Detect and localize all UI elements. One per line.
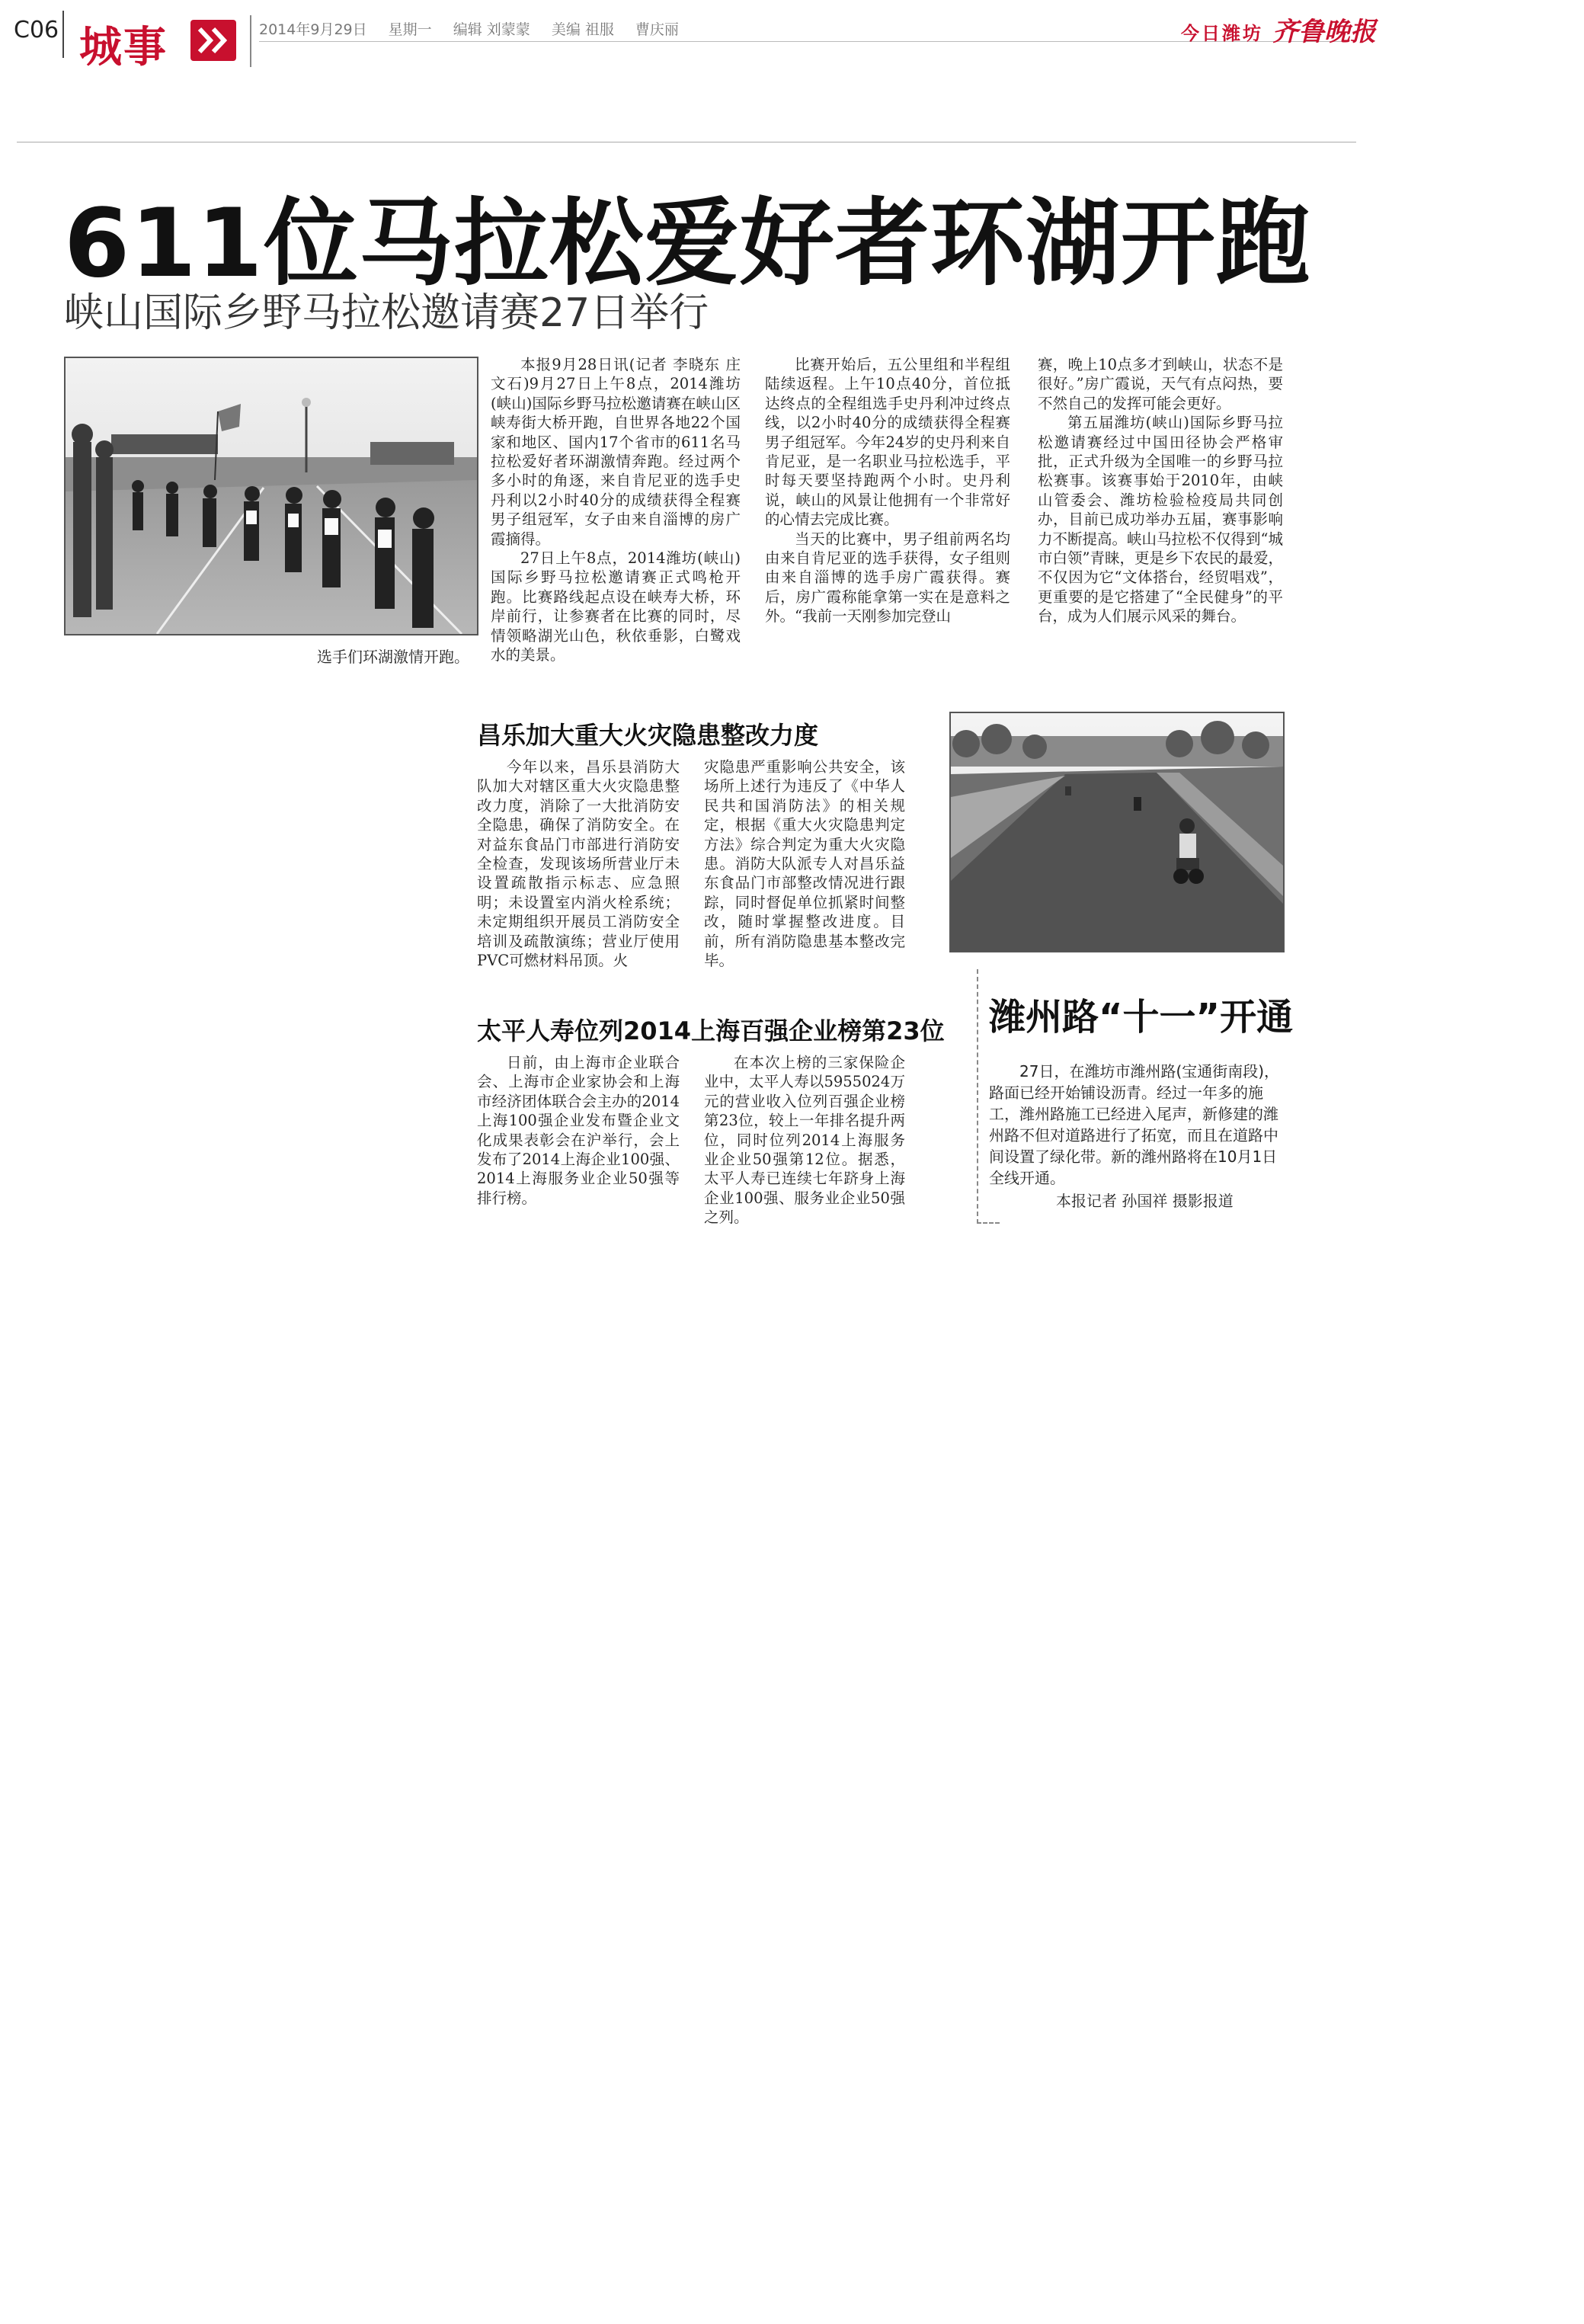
main-subheadline: 峡山国际乡野马拉松邀请赛27日举行 (64, 290, 709, 336)
designer-credit: 美编 祖服 (551, 21, 614, 38)
marathon-photo (64, 357, 478, 635)
paragraph: 比赛开始后，五公里组和半程组陆续返程。上午10点40分，首位抵达终点的全程组选手史丹利冲过终点线，以2小时40分的成绩获得全程赛男子组冠军。今年24岁的史丹利来自肯尼亚，是一名职业马拉松选手，平时每天要坚持跑两个小时。史丹利说，峡山的风景让他拥有一个非常好的心情去完成比赛。 (765, 356, 1010, 529)
road-photo (949, 712, 1285, 952)
paragraph: 本报9月28日讯(记者 李晓东 庄文石)9月27日上午8点，2014潍坊(峡山)国际乡野马拉松邀请赛在峡山区峡寿街大桥开跑，自世界各地22个国家和地区、国内17个省市的611名马拉松爱好者环湖激情奔跑。经过两个多小时的角逐，来自肯尼亚的选手史丹利以2小时40分的成绩获得全程赛男子组冠军，女子由来自淄博的房广霞摘得。 (491, 356, 741, 548)
paragraph: 日前，由上海市企业联合会、上海市企业家协会和上海市经济团体联合会主办的2014上海100强企业发布暨企业文化成果表彰会在沪举行，会上发布了2014上海企业100强、2014上海服务业企业50强等排行榜。 (477, 1054, 680, 1207)
marathon-photo-caption: 选手们环湖激情开跑。 (317, 648, 469, 666)
chevron-right-icon (190, 20, 236, 61)
main-article-column-1 (491, 355, 741, 665)
fire-article-column-2 (704, 757, 905, 970)
road-article-body (989, 1061, 1283, 1189)
road-byline: 本报记者 孙国祥 摄影报道 (1056, 1192, 1234, 1210)
issue-weekday: 星期一 (388, 21, 432, 38)
paragraph: 今年以来，昌乐县消防大队加大对辖区重大火灾隐患整改力度，消除了一大批消防安全隐患，确保了消防安全。在对益东食品门市部进行消防安全检查，发现该场所营业厅未设置疏散指示标志、应急照明；未设置室内消火栓系统；未定期组织开展员工消防安全培训及疏散演练；营业厅使用PVC可燃材料吊顶。火 (477, 758, 680, 970)
fire-headline: 昌乐加大重大火灾隐患整改力度 (477, 721, 819, 750)
paragraph: 27日上午8点，2014潍坊(峡山)国际乡野马拉松邀请赛正式鸣枪开跑。比赛路线起点设在峡寿大桥，环岸前行，让参赛者在比赛的同时，尽情领略湖光山色，秋依垂影，白鹭戏水的美景。 (491, 549, 741, 664)
paragraph: 灾隐患严重影响公共安全，该场所上述行为违反了《中华人民共和国消防法》的相关规定，根据《重大火灾隐患判定方法》综合判定为重大火灾隐患。消防大队派专人对昌乐益东食品门市部整改情况进行跟踪，同时督促单位抓紧时间整改，随时掌握整改进度。目前，所有消防隐患基本整改完毕。 (704, 758, 905, 970)
section-title: 城事 (79, 23, 168, 72)
proofreader-credit: 曹庆丽 (635, 21, 679, 38)
issue-meta (259, 18, 696, 39)
paragraph: 当天的比赛中，男子组前两名均由来自肯尼亚的选手获得，女子组则由来自淄博的选手房广霞获得。赛后，房广霞称能拿第一实在是意料之外。“我前一天刚参加完登山 (765, 530, 1010, 626)
paragraph: 27日，在潍坊市潍州路(宝通街南段)，路面已经开始铺设沥青。经过一年多的施工，潍州路施工已经进入尾声，新修建的潍州路不但对道路进行了拓宽，而且在道路中间设置了绿化带。新的潍州路将在10月1日全线开通。 (989, 1062, 1280, 1187)
main-article-column-2 (765, 355, 1010, 626)
issue-date: 2014年9月29日 (259, 21, 367, 38)
insurance-article-column-1 (477, 1053, 680, 1208)
fire-article-column-1 (477, 757, 680, 970)
road-box-border (977, 969, 978, 1224)
editor-credit: 编辑 刘蒙蒙 (453, 21, 530, 38)
main-headline: 611位马拉松爱好者环湖开跑 (64, 189, 1311, 299)
page-number: C06 (14, 17, 59, 43)
insurance-headline: 太平人寿位列2014上海百强企业榜第23位 (477, 1016, 945, 1045)
header-divider (250, 15, 251, 67)
paragraph: 赛，晚上10点多才到峡山，状态不是很好。”房广霞说，天气有点闷热，要不然自己的发挥可能会更好。 (1038, 356, 1283, 412)
newspaper-logo: 齐鲁晚报 (1272, 17, 1376, 47)
paragraph: 第五届潍坊(峡山)国际乡野马拉松邀请赛经过中国田径协会严格审批，正式升级为全国唯一的乡野马拉松赛事。该赛事始于2010年，由峡山管委会、潍坊检验检疫局共同创办，目前已成功举办五届，赛事影响力不断提高。峡山马拉松不仅得到“城市白领”青睐，更是乡下农民的最爱，不仅因为它“文体搭台，经贸唱戏”，更重要的是它搭建了“全民健身”的平台，成为人们展示风采的舞台。 (1038, 414, 1283, 626)
paragraph: 在本次上榜的三家保险企业中，太平人寿以5955024万元的营业收入位列百强企业榜第23位，较上一年排名提升两位，同时位列2014上海服务业企业50强第12位。据悉，太平人寿已连续七年跻身上海企业100强、服务业企业50强之列。 (704, 1054, 905, 1227)
road-headline: 潍州路“十一”开通 (989, 996, 1294, 1039)
header-divider (62, 11, 64, 58)
insurance-article-column-2 (704, 1053, 905, 1228)
main-article-column-3 (1038, 355, 1283, 626)
edition-label: 今日潍坊 (1181, 23, 1263, 44)
road-box-border (977, 1222, 1000, 1224)
